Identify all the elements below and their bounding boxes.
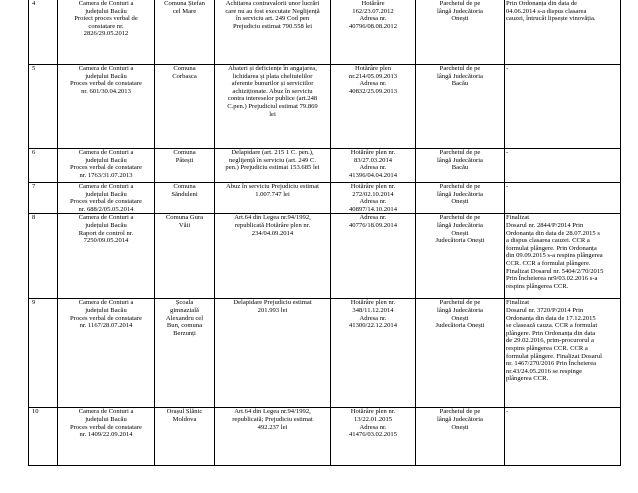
text-line: - — [506, 65, 509, 72]
text-line: Art.64 din Legea nr.94/1992, — [234, 408, 311, 416]
text-line: 41396/04.04.2014 — [349, 171, 397, 179]
text-line: Finalizat — [506, 214, 530, 222]
text-line: Adresa nr. — [359, 214, 387, 222]
cell-outcome — [505, 299, 621, 408]
text-line: Parchetul de pe — [439, 214, 481, 222]
table-row — [29, 65, 621, 149]
text-line: Bun, comuna — [166, 322, 203, 330]
cell-document — [331, 408, 416, 466]
text-line: Ordonanța din data de 28.07.2015 s — [506, 229, 600, 237]
table-row — [29, 149, 621, 183]
text-line: 83/27.03.2014 — [353, 156, 393, 164]
text-line: Comuna — [173, 183, 196, 190]
text-line: județului Bacău — [85, 190, 127, 198]
text-line: 2826/29.05.2012 — [83, 30, 129, 38]
text-line: lei — [269, 110, 276, 118]
text-line: Văii — [178, 221, 191, 229]
cell-document — [331, 65, 416, 149]
cell-issuing-entity — [58, 149, 155, 183]
text-line: republicată Hotărâre plen nr. — [234, 221, 311, 229]
text-line: Comuna — [173, 149, 196, 156]
row-number: 10 — [32, 408, 39, 416]
cell-number — [29, 0, 58, 65]
text-line: Camera de Conturi a — [78, 0, 134, 7]
text-line: cel Mare — [172, 7, 197, 15]
cell-document — [331, 183, 416, 214]
table-row — [29, 0, 621, 65]
text-line: constatare nr. — [88, 22, 124, 30]
text-line: lângă Judecătoria — [437, 7, 483, 15]
cell-issuing-entity — [58, 408, 155, 466]
text-line: Delapidare (art. 215 1 C. pen.), — [231, 149, 314, 156]
text-line: Abateri și deficiențe în angajarea, — [228, 65, 317, 72]
text-line: Prejudiciu estimat 790.558 lei — [232, 22, 313, 30]
text-line: Dosarul nr. 2844/P/2014 Prin — [506, 221, 584, 229]
text-line: Parchetul de pe — [439, 149, 481, 156]
text-line: din 09.09.2015 s-a respins plângerea — [506, 252, 603, 260]
cell-prosecutor — [416, 214, 505, 299]
text-line: Adresa nr. — [359, 15, 387, 23]
cell-offense — [215, 149, 331, 183]
text-line: Proces verbal de constatare — [70, 423, 142, 431]
cell-outcome — [505, 214, 621, 299]
text-line: Comuna Gura — [165, 214, 204, 222]
text-line: 40776/18.09.2014 — [349, 221, 397, 229]
text-line: în serviciu art. 249 Cod pen — [235, 15, 310, 23]
text-line: Onești — [451, 423, 469, 431]
text-line: Hotărâre plen nr. — [350, 299, 396, 307]
text-line: nr. 688/2/05.05.2014 — [78, 205, 134, 213]
text-line: nr. 601/30.04.2013 — [81, 87, 131, 95]
cell-offense — [215, 214, 331, 299]
text-line: 41300/22.12.2014 — [349, 322, 397, 330]
text-line: neglijență în serviciu (art. 249 C. — [229, 156, 316, 164]
text-line: Parchetul de pe — [439, 299, 481, 307]
text-line: Hotărâre — [361, 0, 385, 7]
cell-document — [331, 149, 416, 183]
row-number: 4 — [32, 0, 36, 7]
text-line: Camera de Conturi a — [78, 299, 134, 307]
text-line: lângă Judecătoria — [437, 72, 483, 80]
text-line: aferente bunurilor și serviciilor — [231, 80, 314, 88]
text-line: 13/22.01.2015 — [353, 415, 393, 423]
text-line: Camera de Conturi a — [78, 214, 134, 222]
text-line: republicată; Prejudiciu estimat — [232, 415, 313, 423]
text-line: Judecătoria Onești — [435, 322, 485, 330]
cell-number — [29, 183, 58, 214]
cell-prosecutor — [416, 299, 505, 408]
cell-outcome — [505, 408, 621, 466]
cell-outcome — [505, 0, 621, 65]
text-line: 40796/08.08.2012 — [349, 22, 397, 30]
text-line: Comuna Ștefan — [164, 0, 205, 7]
text-line: Pâtești — [175, 156, 194, 164]
text-line: Orașul Slănic — [166, 408, 203, 416]
table-body — [29, 0, 621, 466]
cell-number — [29, 299, 58, 408]
text-line: Adresa nr. — [359, 80, 387, 88]
text-line: Corbasca — [172, 72, 197, 80]
text-line: 04.06.2014 s-a dispus clasarea — [506, 7, 587, 15]
cell-number — [29, 65, 58, 149]
text-line: 1.007.747 lei — [255, 190, 290, 198]
text-line: CCR. CCR a formulat plângere. — [506, 259, 591, 267]
cell-prosecutor — [416, 0, 505, 65]
cell-prosecutor — [416, 65, 505, 149]
text-line: Bacău — [451, 164, 469, 172]
text-line: Alexandru cel — [165, 314, 204, 322]
text-line: respins plângerea CCR. CCR a — [506, 344, 588, 352]
text-line: Achitarea contravalorii unor lucrări — [225, 0, 320, 7]
text-line: Proces verbal de constatare — [70, 164, 142, 172]
cell-prosecutor — [416, 149, 505, 183]
text-line: Onești — [451, 15, 469, 23]
text-line: Art.64 din Legea nr.94/1992, — [234, 214, 311, 222]
text-line: Onești — [451, 198, 469, 206]
text-line: plângerea CCR. — [506, 375, 549, 383]
text-line: formulat plângere. Prin Ordonanța — [506, 244, 597, 252]
text-line: - — [506, 408, 509, 416]
text-line: gimnazială — [170, 306, 199, 314]
cell-prosecutor — [416, 408, 505, 466]
text-line: Finalizat — [506, 299, 530, 307]
text-line: Prin Încheierea nr9/03.02.2016 s-a — [506, 275, 598, 283]
text-line: a dispus clasarea cauzei. CCR a — [506, 237, 590, 245]
cell-issuing-entity — [58, 0, 155, 65]
text-line: nr. 1409/22.09.2014 — [79, 431, 133, 439]
row-number: 6 — [32, 149, 36, 156]
text-line: Proces verbal de constatare — [70, 198, 142, 206]
text-line: Camera de Conturi a — [78, 65, 134, 72]
text-line: lângă Judecătoria — [437, 415, 483, 423]
text-line: Dosarul nr. 3720/P/2014 Prin — [506, 306, 584, 314]
cell-document — [331, 214, 416, 299]
row-number: 5 — [32, 65, 36, 72]
text-line: Parchetul de pe — [439, 183, 481, 190]
text-line: cauzei, întrucât lipsește vinovăția. — [506, 15, 596, 23]
cell-location — [155, 408, 215, 466]
text-line: pen.) Prejudiciu estimat 153.685 lei — [225, 164, 320, 172]
text-line: Ordonanța din data de 17.12.2015 — [506, 314, 596, 322]
text-line: 348/11.12.2014 — [352, 306, 394, 314]
text-line: Parchetul de pe — [439, 408, 481, 416]
text-line: Berzunți — [173, 329, 196, 337]
text-line: lângă Judecătoria — [437, 306, 483, 314]
text-line: Finalizat Dosarul nr. 5404/2/70/2015 — [506, 267, 604, 275]
text-line: Raport de control nr. — [78, 229, 134, 237]
text-line: Adresa nr. — [359, 423, 387, 431]
text-line: de 29.02.2016, prim-procurorul a — [506, 337, 594, 345]
text-line: nr. 1167/28.07.2014 — [79, 322, 133, 330]
text-line: județului Bacău — [85, 7, 127, 15]
text-line: județului Bacău — [85, 72, 127, 80]
text-line: plângere. Prin Ordonanța din data — [506, 329, 596, 337]
text-line: Parchetul de pe — [439, 65, 481, 72]
cell-number — [29, 214, 58, 299]
text-line: Prin Ordonanța din data de — [506, 0, 578, 7]
cell-outcome — [505, 183, 621, 214]
text-line: se clasează cauza. CCR a formulat — [506, 322, 598, 330]
text-line: achiziționate. Abuz în serviciu — [232, 87, 313, 95]
cell-location — [155, 214, 215, 299]
text-line: județului Bacău — [85, 306, 127, 314]
text-line: lângă Judecătoria — [437, 190, 483, 198]
text-line: Hotărâre plen nr. — [350, 408, 396, 416]
cell-location — [155, 299, 215, 408]
text-line: contra intereselor publice (art.248 — [227, 95, 318, 103]
cell-offense — [215, 299, 331, 408]
row-number: 9 — [32, 299, 36, 307]
table-row — [29, 408, 621, 466]
table-row — [29, 183, 621, 214]
cell-offense — [215, 65, 331, 149]
text-line: județului Bacău — [85, 221, 127, 229]
cell-location — [155, 149, 215, 183]
cell-issuing-entity — [58, 65, 155, 149]
text-line: lângă Judecătoria — [437, 156, 483, 164]
text-line: Bacău — [451, 80, 469, 88]
text-line: 162/23.07.2012 — [352, 7, 394, 15]
text-line: Sănduleni — [171, 190, 198, 198]
cell-offense — [215, 0, 331, 65]
text-line: 7250/09.05.2014 — [83, 237, 129, 245]
text-line: 40897/14.10.2014 — [349, 205, 397, 213]
text-line: formulat plângere. Finalizat Dosarul — [506, 352, 602, 360]
text-line: Camera de Conturi a — [78, 408, 134, 416]
cell-document — [331, 0, 416, 65]
text-line: Hotărâre plen nr. — [350, 149, 396, 156]
text-line: - — [506, 183, 509, 190]
text-line: Adresa nr. — [359, 198, 387, 206]
cell-outcome — [505, 65, 621, 149]
cell-prosecutor — [416, 183, 505, 214]
text-line: care nu au fost executate Neglijență — [225, 7, 320, 15]
text-line: Camera de Conturi a — [78, 183, 134, 190]
text-line: Hotărâre plen — [354, 65, 392, 72]
cell-offense — [215, 408, 331, 466]
text-line: Camera de Conturi a — [78, 149, 134, 156]
text-line: Onești — [451, 229, 469, 237]
text-line: Proces verbal de constatare — [70, 80, 142, 88]
text-line: 492.237 lei — [257, 423, 288, 431]
cell-issuing-entity — [58, 214, 155, 299]
text-line: Parchetul de pe — [439, 0, 481, 7]
text-line: 40832/25.09.2013 — [349, 87, 397, 95]
cell-issuing-entity — [58, 299, 155, 408]
text-line: lângă Judecătoria — [437, 221, 483, 229]
text-line: lichidarea și plata cheltuielilor — [232, 72, 313, 80]
text-line: Hotărâre plen nr. — [350, 183, 396, 190]
text-line: C.pen.) Prejudiciul estimat 79.869 — [227, 102, 318, 110]
text-line: Delapidare Prejudiciu estimat — [233, 299, 312, 307]
text-line: Proiect proces verbal de — [74, 15, 138, 23]
cell-document — [331, 299, 416, 408]
text-line: nr.214/05.09.2013 — [348, 72, 398, 80]
table-row — [29, 214, 621, 299]
row-number: 7 — [32, 183, 36, 190]
text-line: 41476/03.02.2015 — [349, 431, 397, 439]
table-row — [29, 299, 621, 408]
text-line: Comuna — [173, 65, 196, 72]
text-line: Adresa nr. — [359, 164, 387, 172]
text-line: nr. 1763/31.07.2013 — [79, 171, 133, 179]
text-line: respins plângerea CCR. — [506, 282, 569, 290]
text-line: 234/04.09.2014 — [251, 229, 294, 237]
text-line: Școala — [175, 299, 194, 307]
cell-number — [29, 408, 58, 466]
text-line: județului Bacău — [85, 415, 127, 423]
cell-location — [155, 65, 215, 149]
cell-number — [29, 149, 58, 183]
text-line: Judecătoria Onești — [435, 237, 485, 245]
text-line: nr.43/24.05.2016 se respinge — [506, 367, 583, 375]
text-line: Abuz în serviciu Prejudiciu estimat — [225, 183, 320, 190]
cell-location — [155, 183, 215, 214]
text-line: Adresa nr. — [359, 314, 387, 322]
text-line: Onești — [451, 314, 469, 322]
text-line: Moldova — [172, 415, 197, 423]
text-line: Proces verbal de constatare — [70, 314, 142, 322]
text-line: nr. 1467/270/2016 Prin Încheierea — [506, 360, 597, 368]
row-number: 8 — [32, 214, 36, 222]
text-line: 201.993 lei — [257, 306, 288, 314]
case-table — [28, 0, 621, 466]
text-line: 272/02.10.2014 — [352, 190, 394, 198]
text-line: - — [506, 149, 509, 156]
cell-location — [155, 0, 215, 65]
text-line: județului Bacău — [85, 156, 127, 164]
cell-outcome — [505, 149, 621, 183]
cell-issuing-entity — [58, 183, 155, 214]
cell-offense — [215, 183, 331, 214]
